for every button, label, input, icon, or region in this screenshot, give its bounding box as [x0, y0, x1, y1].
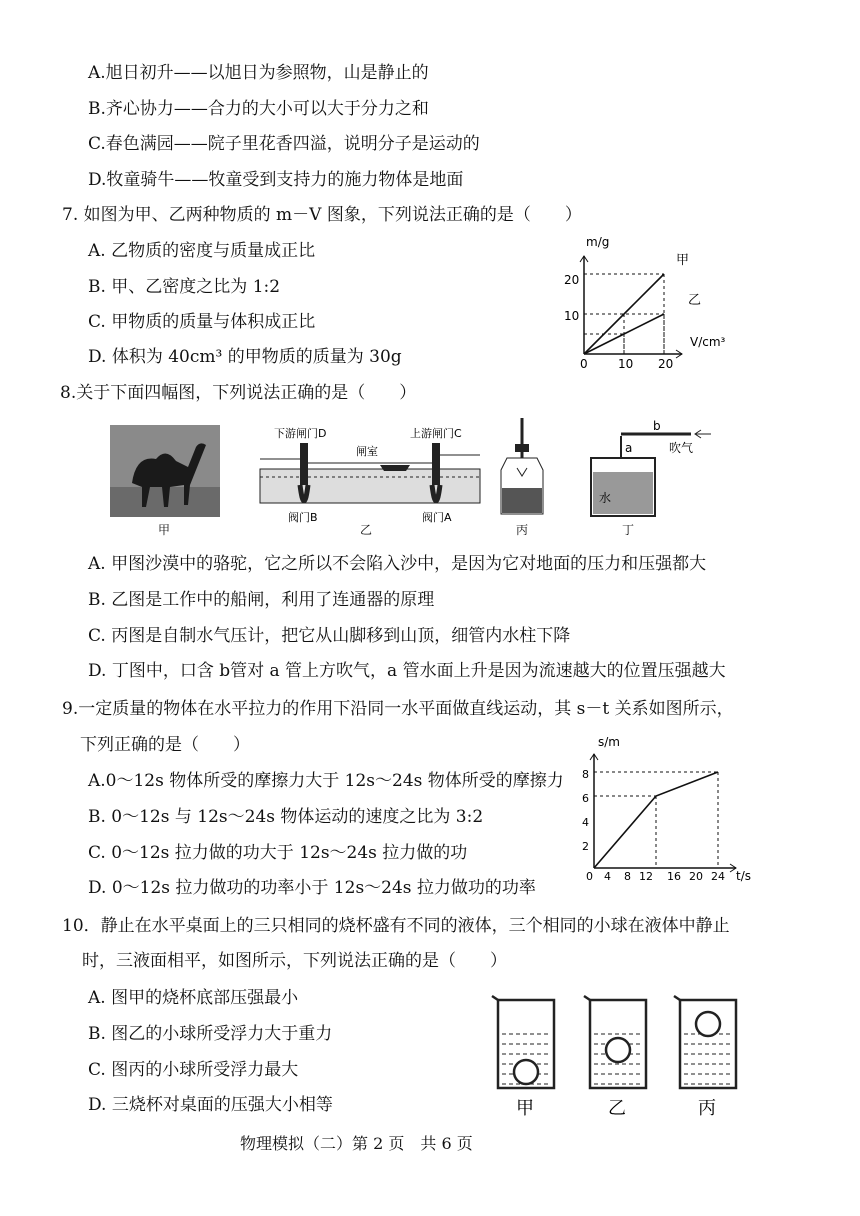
q9-option-c: C. 0～12s 拉力做的功大于 12s～24s 拉力做的功: [88, 843, 468, 863]
mv-y-axis-label: m/g: [586, 235, 610, 249]
q8-stem: 8.关于下面四幅图，下列说法正确的是（ ）: [60, 383, 417, 403]
q10-stem-line2: 时，三液面相平，如图所示，下列说法正确的是（ ）: [82, 951, 507, 971]
q10-stem-line1: 10．静止在水平桌面上的三只相同的烧杯盛有不同的液体，三个相同的小球在液体中静止: [62, 916, 730, 936]
lock-chamber-label: 闸室: [356, 445, 378, 458]
blow-text-label: 吹气: [669, 441, 694, 455]
lock-valve-b-label: 阀门B: [288, 511, 318, 524]
blowing-diagram: [585, 418, 715, 523]
lock-down-gate-label: 下游闸门D: [274, 427, 327, 440]
q9-option-d: D. 0～12s 拉力做功的功率小于 12s～24s 拉力做功的功率: [88, 878, 536, 898]
camel-photo: [110, 425, 220, 517]
beaker-jia-label: 甲: [516, 1098, 534, 1119]
st-xtick-20: 20: [689, 870, 703, 883]
page-footer: 物理模拟（二）第 2 页 共 6 页: [240, 1134, 473, 1153]
fig-bing-caption: 丙: [516, 523, 529, 537]
st-xtick-4: 4: [604, 870, 611, 883]
blow-tube-b-label: b: [653, 419, 661, 433]
q8-option-a: A. 甲图沙漠中的骆驼，它之所以不会陷入沙中，是因为它对地面的压力和压强都大: [88, 554, 707, 574]
st-xtick-0: 0: [586, 870, 593, 883]
mv-ytick-10: 10: [564, 309, 580, 323]
q8-option-d: D. 丁图中，口含 b管对 a 管上方吹气，a 管水面上升是因为流速越大的位置压强越大: [88, 661, 726, 681]
q7-stem: 7. 如图为甲、乙两种物质的 m－V 图象，下列说法正确的是（ ）: [62, 205, 582, 225]
mv-series-yi-label: 乙: [688, 293, 702, 308]
q10-option-a: A. 图甲的烧杯底部压强最小: [88, 988, 299, 1008]
q6-option-b: B.齐心协力——合力的大小可以大于分力之和: [88, 99, 429, 119]
mv-xtick-20: 20: [658, 357, 674, 371]
lock-up-gate-label: 上游闸门C: [410, 427, 462, 440]
st-ytick-2: 2: [582, 840, 589, 853]
q8-option-c: C. 丙图是自制水气压计，把它从山脚移到山顶，细管内水柱下降: [88, 626, 571, 646]
blow-tube-a-label: a: [625, 441, 633, 455]
st-xtick-8: 8: [624, 870, 631, 883]
q6-option-c: C.春色满园——院子里花香四溢，说明分子是运动的: [88, 134, 480, 154]
q9-option-a: A.0～12s 物体所受的摩擦力大于 12s～24s 物体所受的摩擦力: [88, 771, 564, 791]
q6-option-d: D.牧童骑牛——牧童受到支持力的施力物体是地面: [88, 170, 464, 190]
q10-option-c: C. 图丙的小球所受浮力最大: [88, 1060, 299, 1080]
mv-series-jia-label: 甲: [676, 253, 690, 268]
barometer-bottle: [497, 418, 547, 518]
st-x-axis-label: t/s: [736, 869, 751, 883]
mv-graph: [560, 232, 740, 382]
q6-option-a: A.旭日初升——以旭日为参照物，山是静止的: [88, 63, 429, 83]
q7-option-c: C. 甲物质的质量与体积成正比: [88, 312, 316, 332]
beakers-diagram: [490, 992, 760, 1117]
beaker-bing: [674, 996, 736, 1088]
blow-water-label: 水: [599, 491, 612, 505]
fig-jia-caption: 甲: [158, 523, 171, 537]
beaker-yi-label: 乙: [608, 1098, 626, 1119]
beaker-jia: [492, 996, 554, 1088]
mv-x-axis-label: V/cm³: [690, 335, 726, 349]
beaker-yi: [584, 996, 646, 1088]
st-graph: [568, 732, 751, 883]
q9-stem-line2: 下列正确的是（ ）: [80, 735, 250, 755]
q9-stem-line1: 9.一定质量的物体在水平拉力的作用下沿同一水平面做直线运动，其 s－t 关系如图所示，: [62, 699, 734, 719]
beaker-bing-label: 丙: [698, 1098, 716, 1119]
st-xtick-12: 12: [639, 870, 653, 883]
st-xtick-24: 24: [711, 870, 725, 883]
fig-yi-caption: 乙: [360, 523, 373, 537]
q10-option-d: D. 三烧杯对桌面的压强大小相等: [88, 1095, 333, 1115]
q9-option-b: B. 0～12s 与 12s～24s 物体运动的速度之比为 3:2: [88, 807, 484, 827]
st-xtick-16: 16: [667, 870, 681, 883]
q8-option-b: B. 乙图是工作中的船闸，利用了连通器的原理: [88, 590, 435, 610]
q7-option-a: A. 乙物质的密度与质量成正比: [88, 241, 316, 261]
st-ytick-6: 6: [582, 792, 589, 805]
ship-lock-diagram: [260, 425, 490, 525]
mv-xtick-10: 10: [618, 357, 634, 371]
q10-option-b: B. 图乙的小球所受浮力大于重力: [88, 1024, 333, 1044]
mv-ytick-20: 20: [564, 273, 580, 287]
mv-origin-label: 0: [580, 357, 588, 371]
st-y-axis-label: s/m: [598, 735, 620, 749]
fig-ding-caption: 丁: [622, 523, 635, 537]
st-ytick-4: 4: [582, 816, 589, 829]
q7-option-b: B. 甲、乙密度之比为 1:2: [88, 277, 281, 297]
q7-option-d: D. 体积为 40cm³ 的甲物质的质量为 30g: [88, 347, 402, 367]
lock-valve-a-label: 阀门A: [422, 511, 452, 524]
st-ytick-8: 8: [582, 768, 589, 781]
